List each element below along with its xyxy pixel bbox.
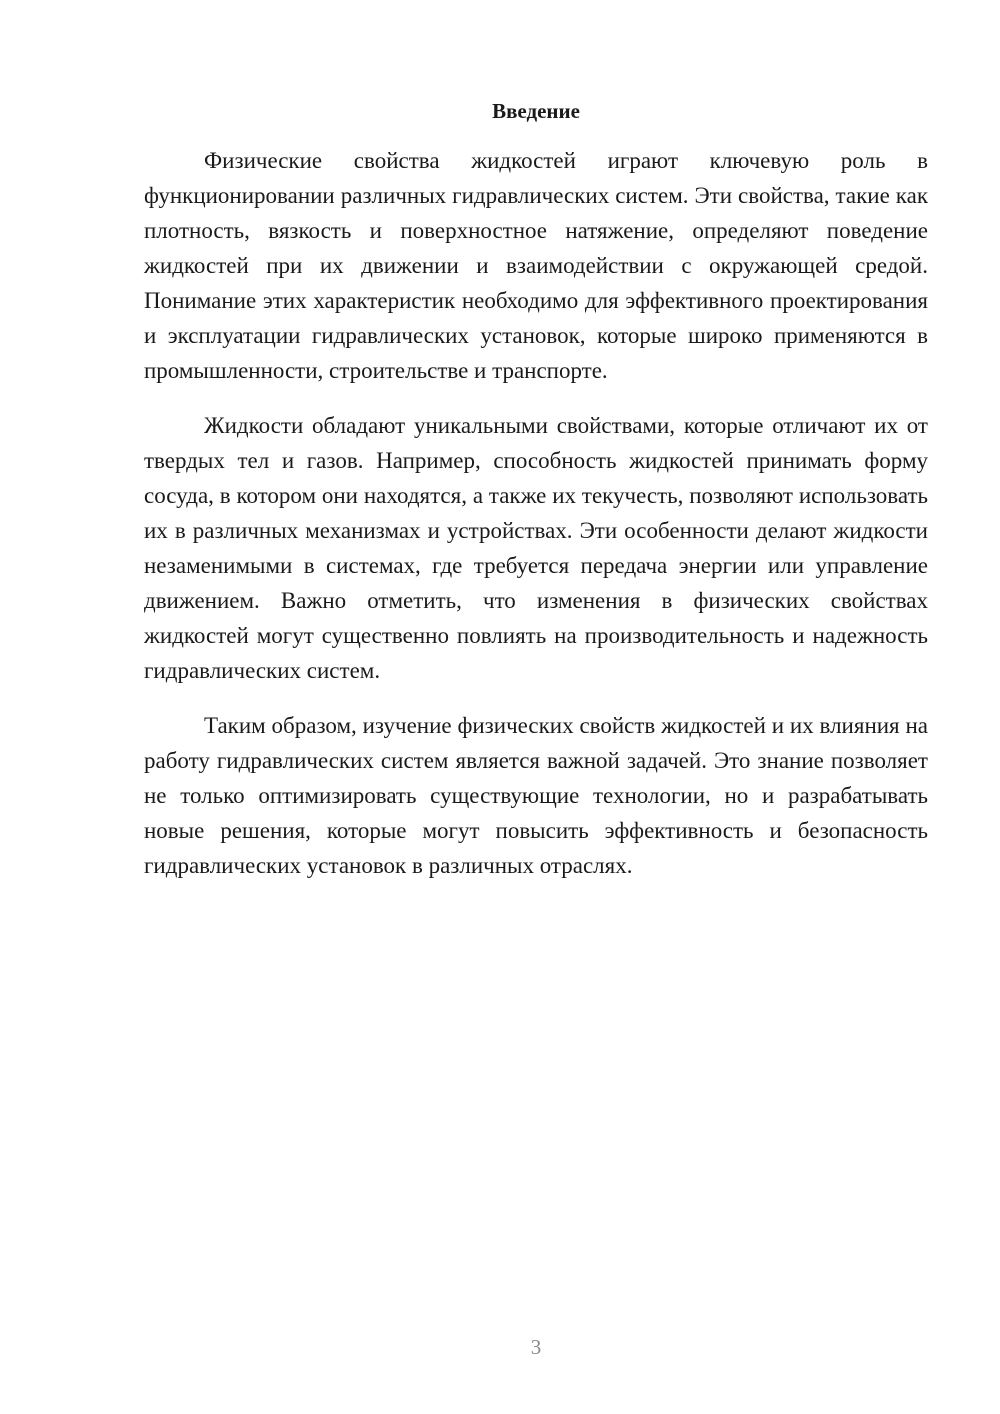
paragraph-1: Физические свойства жидкостей играют ключевую роль в функционировании различных гидравлических систем. Эти свойства, такие как плотность, вязкость и поверхностное натяжение, определяют поведение жидкостей при их движении и взаимодействии с окружающей средой. Понимание этих характеристик необходимо для эффективного проектирования и эксплуатации гидравлических установок, которые широко применяются в промышленности, строительстве и транспорте. bbox=[144, 148, 928, 383]
paragraph-3: Таким образом, изучение физических свойств жидкостей и их влияния на работу гидравлических систем является важной задачей. Это знание позволяет не только оптимизировать существующие технологии, но и разрабатывать новые решения, которые могут повысить эффективность и безопасность гидравлических установок в различных отраслях. bbox=[144, 713, 928, 878]
section-title: Введение bbox=[492, 99, 580, 123]
page-number: 3 bbox=[530, 1335, 542, 1359]
paragraph-2: Жидкости обладают уникальными свойствами, которые отличают их от твердых тел и газов. Например, способность жидкостей принимать форму сосуда, в котором они находятся, а также их текучесть, позволяют использовать их в различных механизмах и устройствах. Эти особенности делают жидкости незаменимыми в системах, где требуется передача энергии или управление движением. Важно отметить, что изменения в физических свойствах жидкостей могут существенно повлиять на производительность и надежность гидравлических систем. bbox=[144, 413, 928, 683]
body-text bbox=[144, 143, 928, 903]
